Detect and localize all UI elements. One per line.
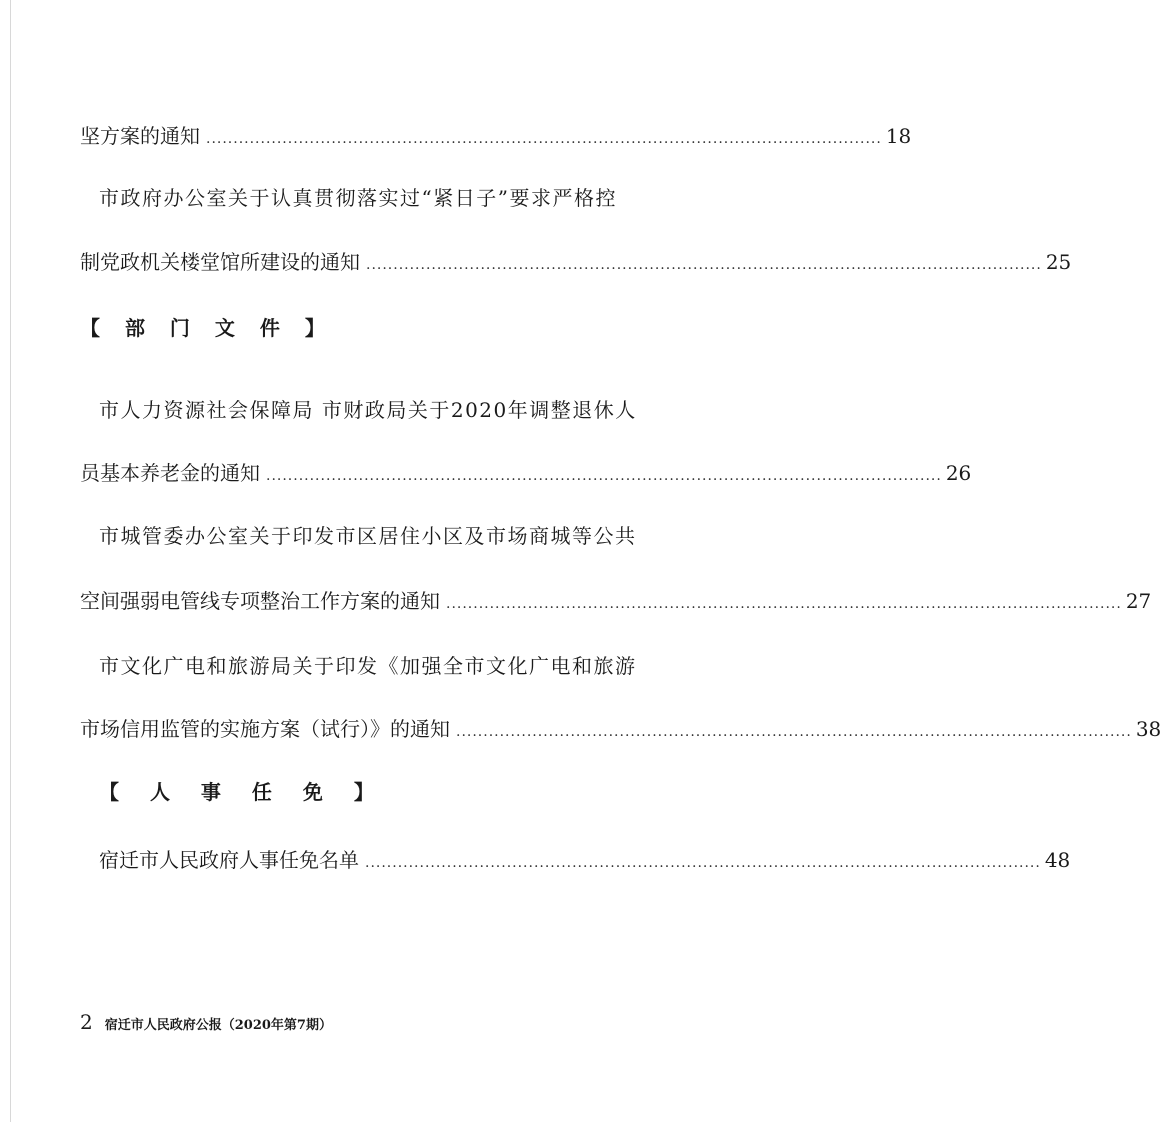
section-heading-personnel: 【 人 事 任 免 】 bbox=[99, 780, 386, 804]
toc-entry-title: 坚方案的通知 bbox=[80, 124, 200, 148]
toc-entry-title: 制党政机关楼堂馆所建设的通知 bbox=[80, 250, 360, 274]
section-heading-dept-docs: 【 部 门 文 件 】 bbox=[80, 316, 334, 340]
toc-page-number: 38 bbox=[1135, 717, 1161, 741]
toc-page-number: 25 bbox=[1045, 250, 1072, 274]
footer-publication-title: 宿迁市人民政府公报（2020年第7期） bbox=[104, 1018, 332, 1033]
toc-entry-4[interactable] bbox=[80, 713, 1161, 742]
toc-page-number: 48 bbox=[1044, 848, 1071, 872]
toc-entry-3-line1[interactable]: 市城管委办公室关于印发市区居住小区及市场商城等公共 bbox=[99, 524, 637, 548]
footer-page-number: 2 bbox=[80, 1010, 93, 1034]
toc-entry-1[interactable] bbox=[80, 246, 1072, 275]
toc-page-number: 18 bbox=[885, 124, 912, 148]
toc-entry-title: 空间强弱电管线专项整治工作方案的通知 bbox=[80, 589, 440, 613]
toc-leader-dots: ............................................................................................................................ bbox=[456, 724, 1132, 740]
toc-leader-dots: ............................................................................................................................ bbox=[206, 131, 882, 147]
toc-leader-dots: ............................................................................................................................ bbox=[266, 468, 942, 484]
page-footer bbox=[80, 1010, 332, 1034]
toc-leader-dots: ............................................................................................................................ bbox=[365, 855, 1041, 871]
toc-page-number: 26 bbox=[945, 461, 972, 485]
toc-leader-dots: ............................................................................................................................ bbox=[446, 596, 1122, 612]
toc-leader-dots: ............................................................................................................................ bbox=[366, 257, 1042, 273]
toc-entry-2-line1[interactable]: 市人力资源社会保障局 市财政局关于2020年调整退休人 bbox=[99, 398, 637, 422]
toc-entry-4-line1[interactable]: 市文化广电和旅游局关于印发《加强全市文化广电和旅游 bbox=[99, 654, 637, 678]
toc-page-number: 27 bbox=[1125, 589, 1152, 613]
toc-entry-5[interactable] bbox=[99, 844, 1071, 873]
toc-entry-2[interactable] bbox=[80, 457, 972, 486]
toc-entry-3[interactable] bbox=[80, 585, 1152, 614]
toc-entry-title: 市场信用监管的实施方案（试行）》的通知 bbox=[80, 717, 450, 741]
toc-entry-title: 员基本养老金的通知 bbox=[80, 461, 260, 485]
toc-entry-continued[interactable] bbox=[80, 120, 912, 149]
page-edge-line bbox=[10, 0, 11, 1122]
toc-entry-title: 宿迁市人民政府人事任免名单 bbox=[99, 848, 359, 872]
toc-entry-1-line1[interactable]: 市政府办公室关于认真贯彻落实过“紧日子”要求严格控 bbox=[99, 186, 617, 210]
